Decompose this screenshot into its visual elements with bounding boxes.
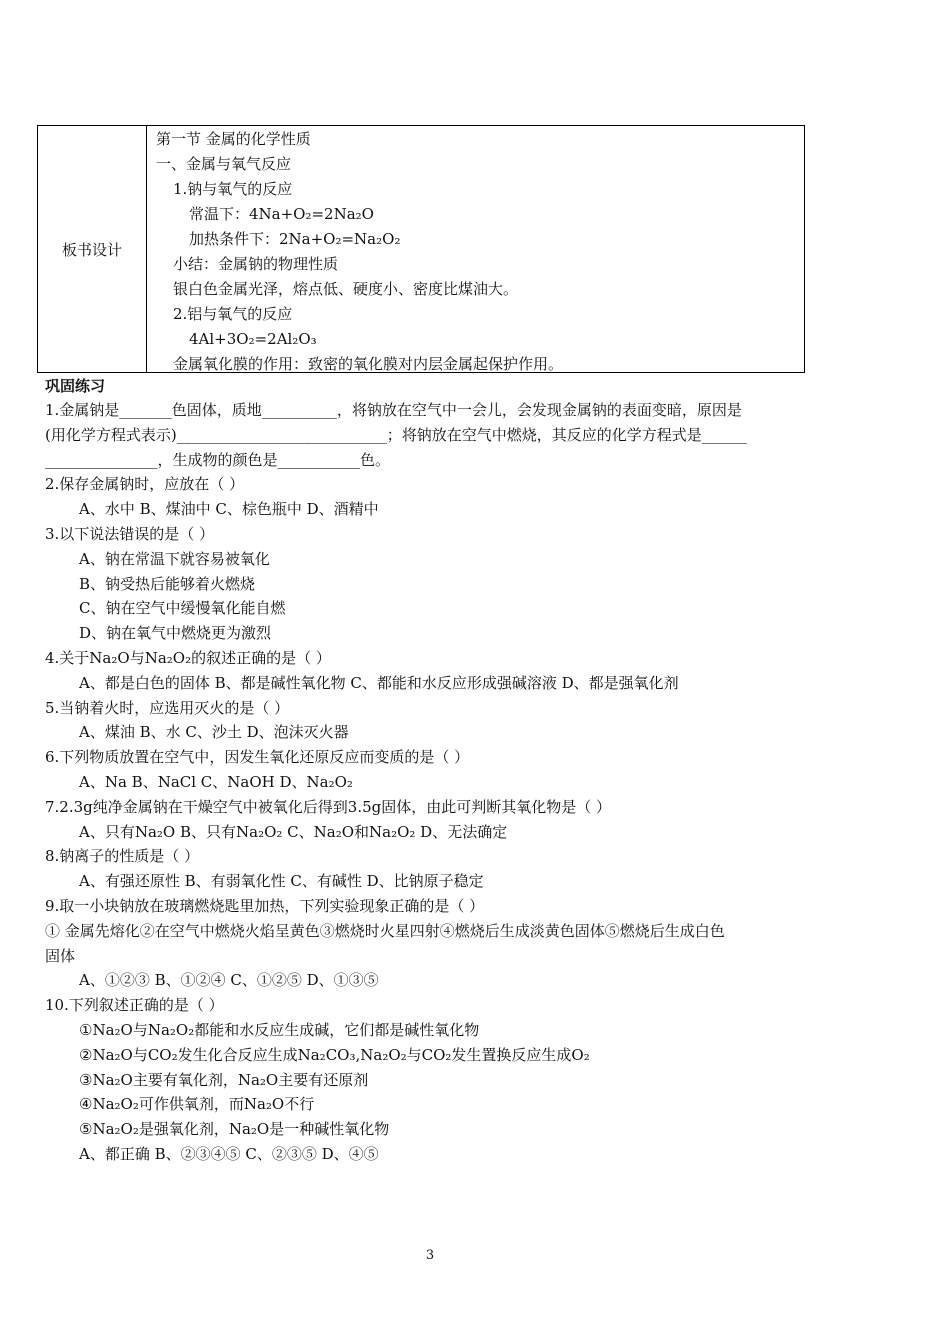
board-line: 金属氧化膜的作用：致密的氧化膜对内层金属起保护作用。 — [173, 355, 564, 373]
board-design-table — [37, 125, 805, 373]
question-line: 6.下列物质放置在空气中，因发生氧化还原反应而变质的是（ ） — [45, 748, 470, 767]
question-line: _______________，生成物的颜色是___________色。 — [45, 450, 391, 469]
board-line: 一、金属与氧气反应 — [156, 155, 292, 173]
statement-line: ③Na₂O主要有氧化剂，Na₂O主要有还原剂 — [79, 1070, 369, 1089]
option-line: A、都是白色的固体 B、都是碱性氧化物 C、都能和水反应形成强碱溶液 D、都是强氧化剂 — [79, 673, 679, 692]
option-line: A、Na B、NaCl C、NaOH D、Na₂O₂ — [79, 772, 353, 791]
board-line: 2.铝与氧气的反应 — [173, 305, 293, 323]
question-line: 固体 — [45, 946, 76, 965]
question-line: (用化学方程式表示)____________________________；将钠放在空气中燃烧，其反应的化学方程式是______ — [45, 425, 747, 444]
option-line: C、钠在空气中缓慢氧化能自燃 — [79, 599, 286, 618]
statement-line: ④Na₂O₂可作供氧剂，而Na₂O不行 — [79, 1095, 315, 1114]
board-line: 常温下：4Na+O₂=2Na₂O — [189, 205, 374, 223]
option-line: A、钠在常温下就容易被氧化 — [79, 549, 270, 568]
option-line: A、①②③ B、①②④ C、①②⑤ D、①③⑤ — [79, 971, 379, 990]
board-line: 第一节 金属的化学性质 — [156, 130, 311, 148]
board-label-cell: 板书设计 — [38, 126, 147, 372]
question-line: 8.钠离子的性质是（ ） — [45, 847, 200, 866]
option-line: A、水中 B、煤油中 C、棕色瓶中 D、酒精中 — [79, 500, 379, 519]
board-line: 4Al+3O₂=2Al₂O₃ — [189, 330, 317, 348]
page-number: 3 — [425, 1248, 435, 1263]
question-line: 2.保存金属钠时，应放在（ ） — [45, 475, 245, 494]
question-line: 5.当钠着火时，应选用灭火的是（ ） — [45, 698, 290, 717]
question-line: 1.金属钠是_______色固体，质地__________，将钠放在空气中一会儿，会发现金属钠的表面变暗，原因是 — [45, 401, 742, 419]
board-line: 加热条件下：2Na+O₂=Na₂O₂ — [189, 230, 401, 248]
statement-line: ②Na₂O与CO₂发生化合反应生成Na₂CO₃,Na₂O₂与CO₂发生置换反应生成O₂ — [79, 1045, 590, 1064]
option-line: A、都正确 B、②③④⑤ C、②③⑤ D、④⑤ — [79, 1144, 379, 1163]
statement-line: ⑤Na₂O₂是强氧化剂，Na₂O是一种碱性氧化物 — [79, 1120, 390, 1139]
board-line: 银白色金属光泽，熔点低、硬度小、密度比煤油大。 — [173, 280, 519, 298]
question-line: 4.关于Na₂O与Na₂O₂的叙述正确的是（ ） — [45, 648, 331, 667]
question-line: 3.以下说法错误的是（ ） — [45, 524, 215, 543]
option-line: D、钠在氧气中燃烧更为激烈 — [79, 624, 272, 643]
board-line: 1.钠与氧气的反应 — [173, 180, 293, 198]
option-line: A、有强还原性 B、有弱氧化性 C、有碱性 D、比钠原子稳定 — [79, 872, 484, 891]
exercise-title: 巩固练习 — [45, 377, 106, 395]
option-line: B、钠受热后能够着火燃烧 — [79, 574, 256, 593]
statement-line: ①Na₂O与Na₂O₂都能和水反应生成碱，它们都是碱性氧化物 — [79, 1020, 480, 1039]
question-line: 10.下列叙述正确的是（ ） — [45, 996, 224, 1015]
exercise-section — [45, 374, 825, 1167]
board-line: 小结：金属钠的物理性质 — [173, 255, 339, 273]
question-line: ① 金属先熔化②在空气中燃烧火焰呈黄色③燃烧时火星四射④燃烧后生成淡黄色固体⑤燃烧后生成白色 — [45, 921, 725, 940]
board-content-cell — [147, 126, 804, 372]
question-line: 9.取一小块钠放在玻璃燃烧匙里加热，下列实验现象正确的是（ ） — [45, 896, 485, 915]
option-line: A、只有Na₂O B、只有Na₂O₂ C、Na₂O和Na₂O₂ D、无法确定 — [79, 822, 508, 841]
option-line: A、煤油 B、水 C、沙土 D、泡沫灭火器 — [79, 723, 349, 742]
question-line: 7.2.3g纯净金属钠在干燥空气中被氧化后得到3.5g固体，由此可判断其氧化物是（ ） — [45, 797, 611, 816]
